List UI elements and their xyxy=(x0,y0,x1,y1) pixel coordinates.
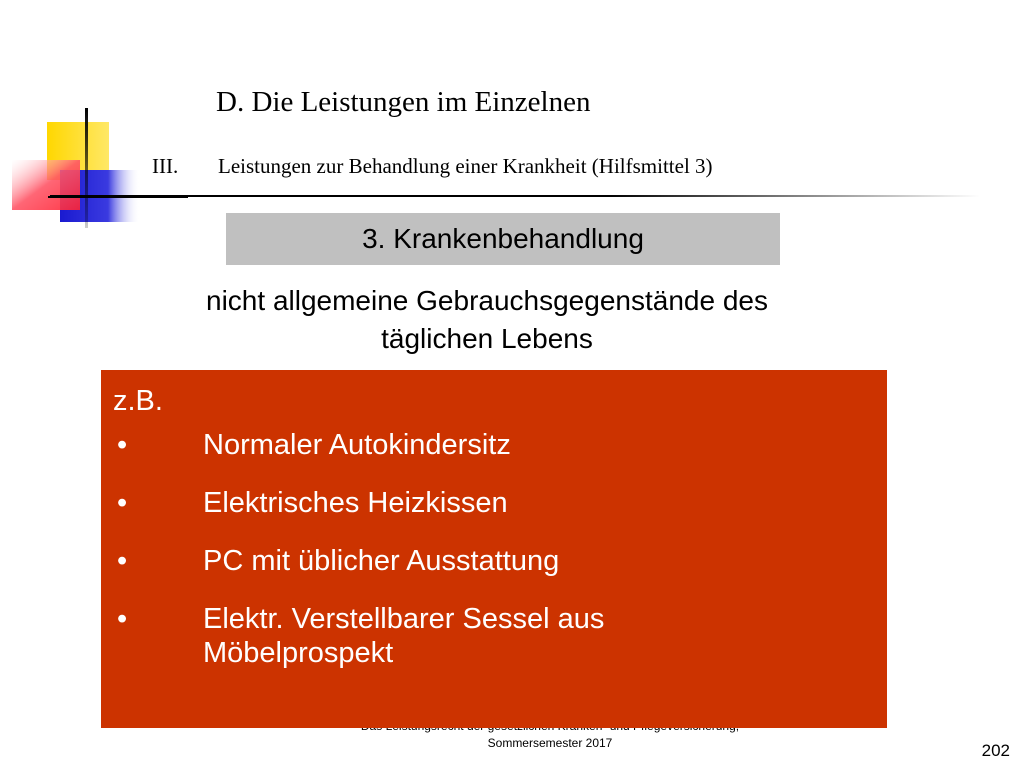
list-item xyxy=(113,486,887,520)
slide-subtitle xyxy=(152,154,713,179)
red-square xyxy=(12,160,80,210)
list-item-text: Elektrisches Heizkissen xyxy=(203,487,508,519)
subtitle-text: Leistungen zur Behandlung einer Krankheit (Hilfsmittel 3) xyxy=(218,154,713,178)
slide-title: D. Die Leistungen im Einzelnen xyxy=(216,86,591,118)
page-number: 202 xyxy=(981,741,1010,760)
section-heading-box xyxy=(226,213,780,265)
bullet-icon: • xyxy=(117,429,128,461)
examples-label: z.B. xyxy=(113,385,163,417)
list-item xyxy=(113,602,887,670)
list-item xyxy=(113,428,887,462)
footer-line-2: Sommersemester 2017 xyxy=(487,736,613,750)
bullet-icon: • xyxy=(117,487,128,519)
list-item-text: Normaler Autokindersitz xyxy=(203,429,511,461)
examples-list xyxy=(113,428,887,670)
subtitle-number: III. xyxy=(152,154,179,178)
vertical-line xyxy=(85,108,88,228)
title-underline xyxy=(50,195,980,197)
bullet-icon: • xyxy=(117,603,128,635)
examples-box xyxy=(101,370,887,728)
center-statement: nicht allgemeine Gebrauchsgegenstände des täglichen Lebens xyxy=(206,285,768,354)
section-heading: 3. Krankenbehandlung xyxy=(362,223,644,254)
list-item-text: Elektr. Verstellbarer Sessel aus Möbelprospekt xyxy=(203,603,605,669)
list-item-text: PC mit üblicher Ausstattung xyxy=(203,545,560,577)
decorative-squares-graphic xyxy=(0,0,1024,240)
bullet-icon: • xyxy=(117,545,128,577)
list-item xyxy=(113,544,887,578)
